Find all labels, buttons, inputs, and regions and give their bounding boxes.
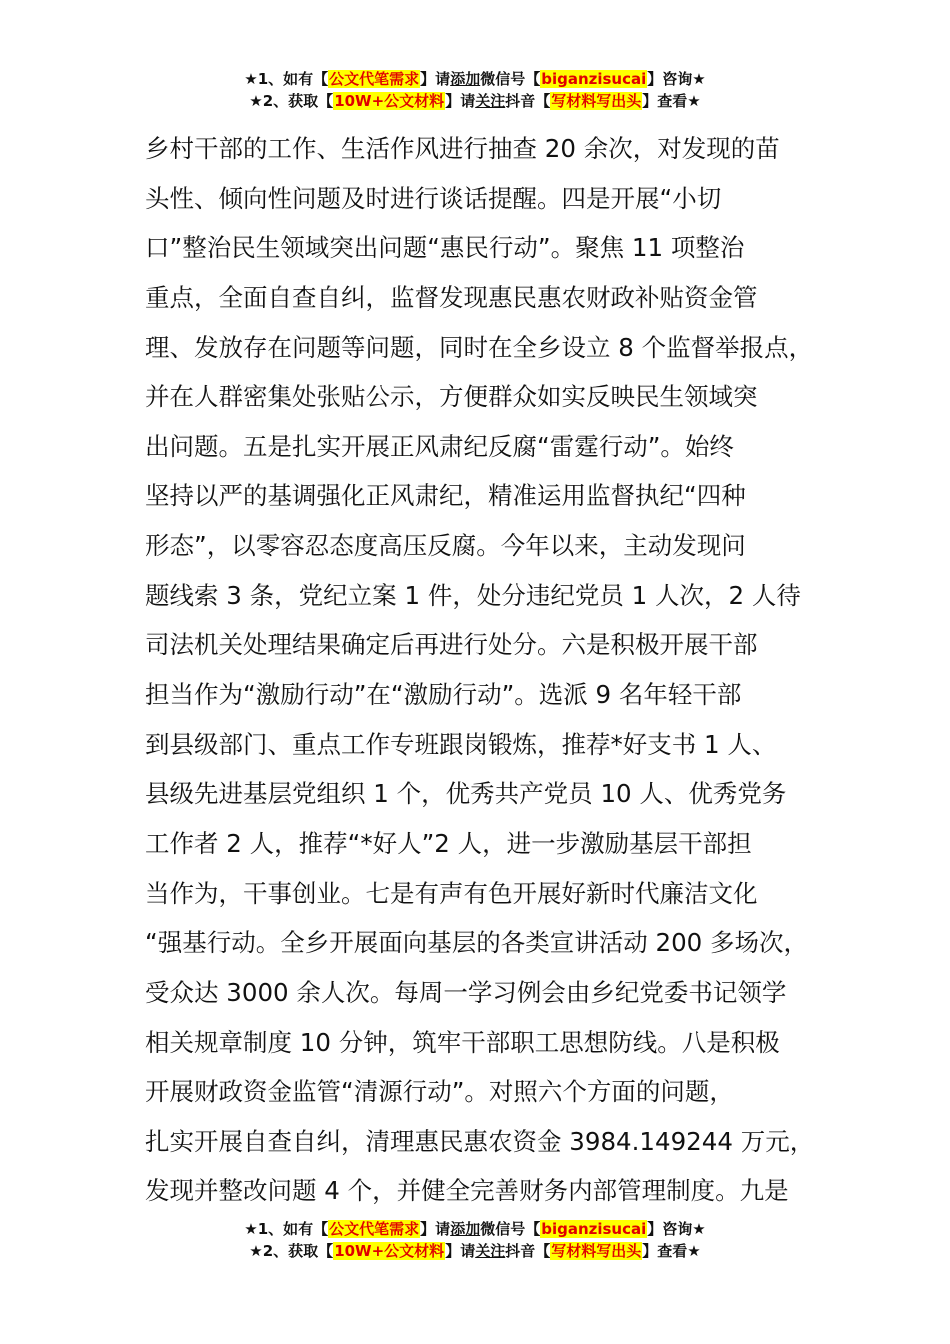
footer-banner bbox=[0, 1218, 950, 1262]
body-line: 工作者 2 人，推荐“*好人”2 人，进一步激励基层干部担 bbox=[145, 828, 752, 858]
body-line: 形态”，以零容忍态度高压反腐。今年以来，主动发现问 bbox=[145, 531, 746, 561]
banner-line-2: ★2、获取【10W+公文材料】请关注抖音【写材料写出头】查看★ bbox=[249, 92, 701, 110]
body-line: 到县级部门、重点工作专班跟岗锻炼，推荐*好支书 1 人、 bbox=[145, 729, 777, 759]
body-line: “强基行动。全乡开展面向基层的各类宣讲活动 200 多场次， bbox=[145, 928, 809, 958]
body-line: 司法机关处理结果确定后再进行处分。六是积极开展干部 bbox=[145, 630, 758, 660]
body-line: 头性、倾向性问题及时进行谈话提醒。四是开展“小切 bbox=[145, 183, 722, 213]
header-banner bbox=[0, 68, 950, 112]
body-line: 当作为，干事创业。七是有声有色开展好新时代廉洁文化 bbox=[145, 878, 758, 908]
highlight-douyin: 写材料写出头 bbox=[551, 92, 642, 110]
highlight-materials: 10W+公文材料 bbox=[334, 1242, 445, 1260]
body-line: 发现并整改问题 4 个，并健全完善财务内部管理制度。九是 bbox=[145, 1176, 789, 1206]
banner-line-1: ★1、如有【公文代笔需求】请添加微信号【biganzisucai】咨询★ bbox=[244, 70, 706, 88]
body-line: 理、发放存在问题等问题，同时在全乡设立 8 个监督举报点， bbox=[145, 332, 814, 362]
highlight-materials: 10W+公文材料 bbox=[334, 92, 445, 110]
body-line: 县级先进基层党组织 1 个，优秀共产党员 10 人、优秀党务 bbox=[145, 779, 787, 809]
highlight-service: 公文代笔需求 bbox=[329, 1220, 420, 1238]
body-line: 担当作为“激励行动”在“激励行动”。选派 9 名年轻干部 bbox=[145, 680, 742, 710]
banner-line-1: ★1、如有【公文代笔需求】请添加微信号【biganzisucai】咨询★ bbox=[244, 1220, 706, 1238]
body-line: 扎实开展自查自纠，清理惠民惠农资金 3984.149244 万元， bbox=[145, 1126, 815, 1156]
body-line: 相关规章制度 10 分钟，筑牢干部职工思想防线。八是积极 bbox=[145, 1027, 780, 1057]
body-line: 并在人群密集处张贴公示，方便群众如实反映民生领域突 bbox=[145, 382, 758, 412]
body-line: 受众达 3000 余人次。每周一学习例会由乡纪党委书记领学 bbox=[145, 977, 787, 1007]
body-line: 题线索 3 条，党纪立案 1 件，处分违纪党员 1 人次，2 人待 bbox=[145, 580, 801, 610]
highlight-service: 公文代笔需求 bbox=[329, 70, 420, 88]
body-line: 开展财政资金监管“清源行动”。对照六个方面的问题， bbox=[145, 1077, 734, 1107]
body-line: 出问题。五是扎实开展正风肃纪反腐“雷霆行动”。始终 bbox=[145, 431, 734, 461]
body-line: 重点，全面自查自纠，监督发现惠民惠农财政补贴资金管 bbox=[145, 282, 758, 312]
highlight-wechat-id: biganzisucai bbox=[541, 70, 647, 88]
highlight-douyin: 写材料写出头 bbox=[551, 1242, 642, 1260]
document-body bbox=[145, 124, 835, 1216]
body-line: 坚持以严的基调强化正风肃纪，精准运用监督执纪“四种 bbox=[145, 481, 746, 511]
body-line: 口”整治民生领域突出问题“惠民行动”。聚焦 11 项整治 bbox=[145, 233, 745, 263]
banner-line-2: ★2、获取【10W+公文材料】请关注抖音【写材料写出头】查看★ bbox=[249, 1242, 701, 1260]
body-line: 乡村干部的工作、生活作风进行抽查 20 余次，对发现的苗 bbox=[145, 134, 780, 163]
highlight-wechat-id: biganzisucai bbox=[541, 1220, 647, 1238]
